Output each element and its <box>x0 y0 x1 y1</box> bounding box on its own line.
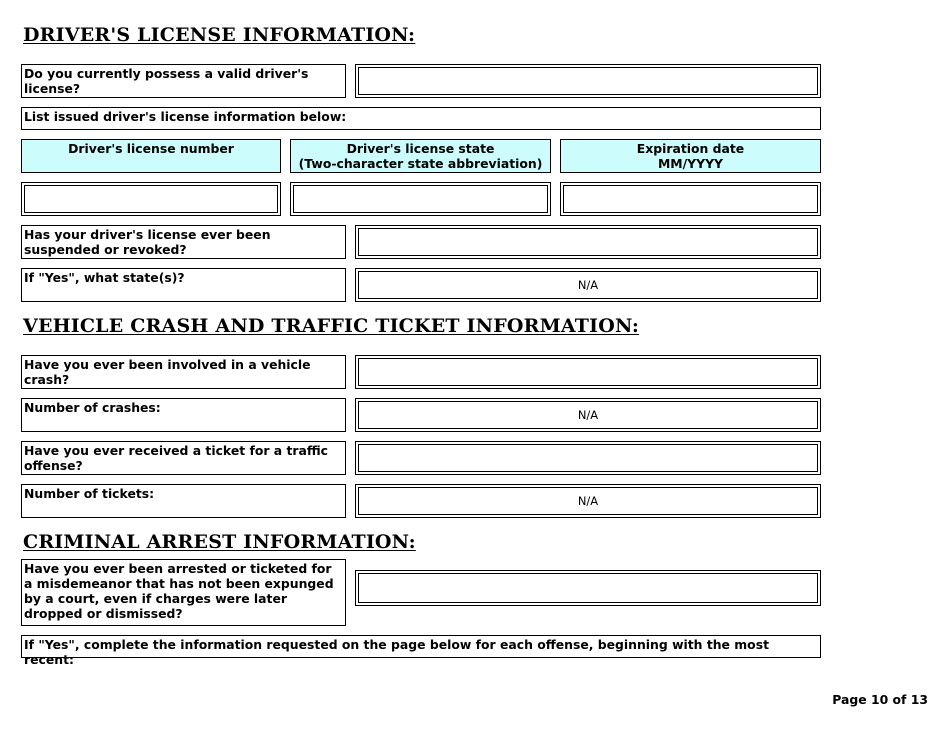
ticket-count-field[interactable] <box>355 484 821 518</box>
suspended-states-field[interactable] <box>355 268 821 302</box>
crash-count-value: N/A <box>577 408 599 422</box>
expiration-header-line1: Expiration date <box>636 141 745 156</box>
expiration-date-column-header <box>560 139 821 173</box>
suspended-license-label: Has your driver's license ever been suspended or revoked? <box>21 225 346 259</box>
license-state-header-line1: Driver's license state <box>346 141 495 156</box>
section-heading-drivers-license: DRIVER'S LICENSE INFORMATION: <box>23 24 416 46</box>
offense-followup-instruction: If "Yes", complete the information requested on the page below for each offense, beginning with the most recent: <box>21 635 821 658</box>
ticket-question-field[interactable] <box>355 441 821 475</box>
ticket-question-label: Have you ever received a ticket for a traffic offense? <box>21 441 346 475</box>
license-state-column-header <box>290 139 551 173</box>
suspended-states-value: N/A <box>577 278 599 292</box>
crash-count-field[interactable] <box>355 398 821 432</box>
license-number-field[interactable] <box>21 182 281 216</box>
possess-license-field[interactable] <box>355 64 821 98</box>
ticket-count-label: Number of tickets: <box>21 484 346 518</box>
arrest-question-label: Have you ever been arrested or ticketed for a misdemeanor that has not been expunged by a court, even if charges were later dropped or dismissed? <box>21 559 346 626</box>
ticket-count-value: N/A <box>577 494 599 508</box>
license-state-header-line2: (Two-character state abbreviation) <box>298 156 543 171</box>
expiration-header-line2: MM/YYYY <box>657 156 724 171</box>
possess-license-label: Do you currently possess a valid driver's license? <box>21 64 346 98</box>
page-number: Page 10 of 13 <box>832 692 928 707</box>
license-number-column-header <box>21 139 281 173</box>
expiration-date-field[interactable] <box>560 182 821 216</box>
crash-question-field[interactable] <box>355 355 821 389</box>
license-state-field[interactable] <box>290 182 551 216</box>
arrest-question-field[interactable] <box>355 570 821 606</box>
suspended-states-label: If "Yes", what state(s)? <box>21 268 346 302</box>
crash-question-label: Have you ever been involved in a vehicle crash? <box>21 355 346 389</box>
suspended-license-field[interactable] <box>355 225 821 259</box>
section-heading-vehicle: VEHICLE CRASH AND TRAFFIC TICKET INFORMATION: <box>23 315 640 337</box>
license-number-header-text: Driver's license number <box>68 141 234 156</box>
section-heading-criminal: CRIMINAL ARREST INFORMATION: <box>23 531 416 553</box>
crash-count-label: Number of crashes: <box>21 398 346 432</box>
license-list-instruction: List issued driver's license information below: <box>21 107 821 130</box>
